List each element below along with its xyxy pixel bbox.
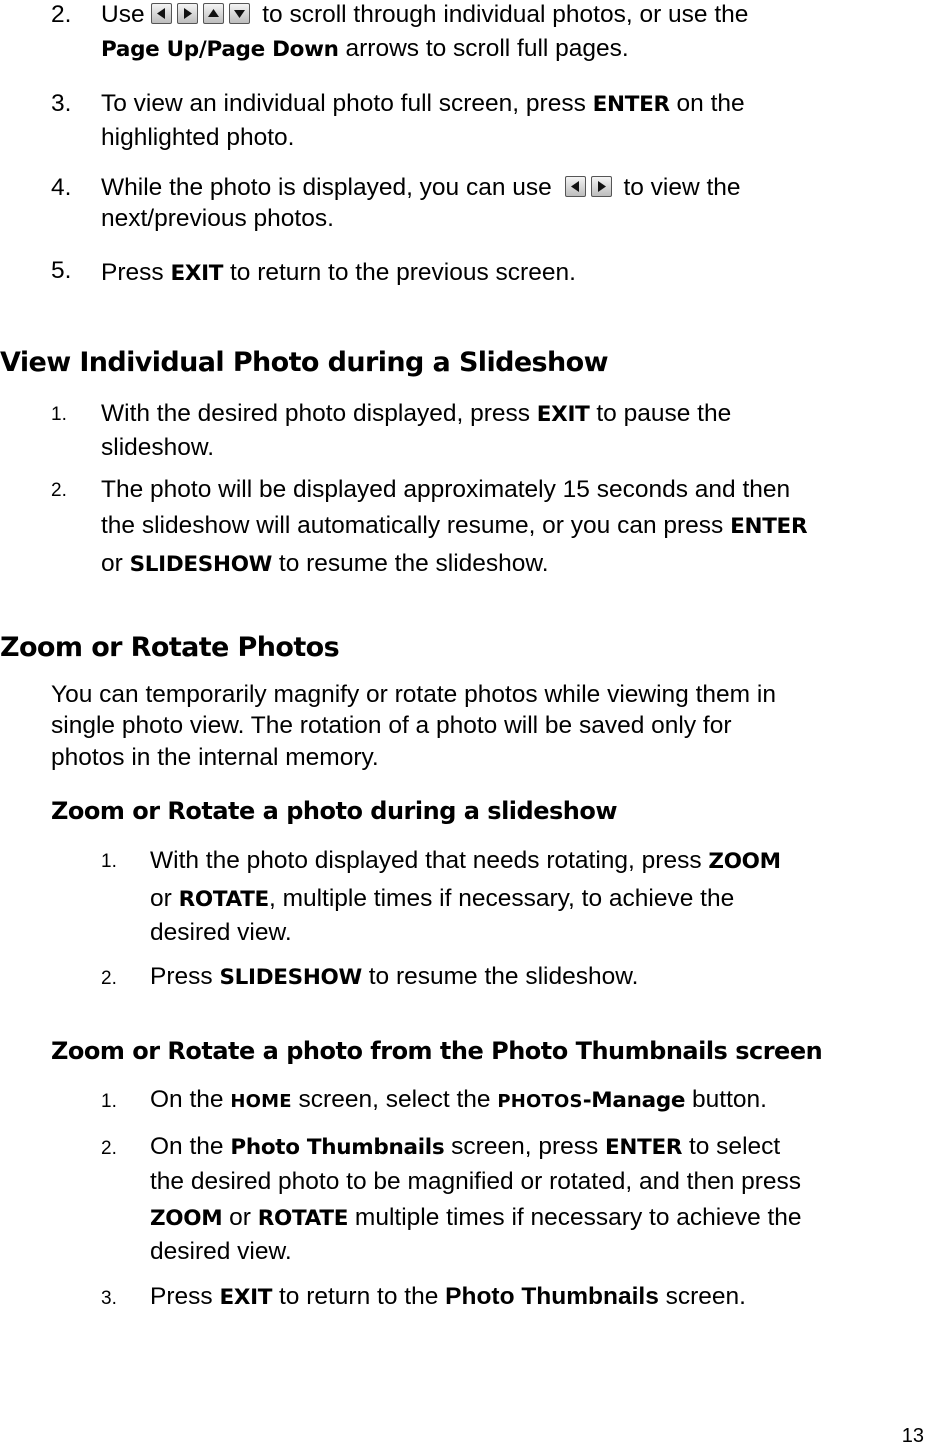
list-number: 1. (51, 404, 67, 425)
list-item-text: Page Up/Page Down arrows to scroll full pages. (101, 35, 629, 62)
keyword: SLIDESHOW (129, 552, 273, 577)
section-heading: View Individual Photo during a Slideshow (0, 347, 608, 378)
list-item-text: ZOOM or ROTATE multiple times if necessary to achieve the (150, 1204, 802, 1231)
arrow-right-icon (177, 3, 198, 24)
list-item-text: With the desired photo displayed, press EXIT to pause the (101, 400, 732, 427)
list-item-text: or SLIDESHOW to resume the slideshow. (101, 550, 549, 577)
list-item-text: With the photo displayed that needs rotating, press ZOOM (150, 847, 781, 874)
list-number: 2. (51, 480, 67, 501)
keyword: Photo Thumbnails (445, 1283, 659, 1310)
keyword: ENTER (592, 92, 670, 117)
keyword: ROTATE (178, 887, 269, 912)
list-item-text: the desired photo to be magnified or rotated, and then press (150, 1168, 802, 1195)
list-number: 1. (101, 851, 117, 872)
list-item-text: or ROTATE, multiple times if necessary, to achieve the (150, 885, 735, 912)
keyword: Page Up/Page Down (101, 37, 339, 62)
keyword: ZOOM (150, 1206, 223, 1231)
list-item-text: slideshow. (101, 434, 215, 461)
keyword: ENTER (730, 514, 808, 539)
list-item-text: To view an individual photo full screen, press ENTER on the (101, 90, 745, 117)
arrow-left-icon (151, 3, 172, 24)
subsection-heading: Zoom or Rotate a photo during a slideshow (51, 797, 618, 825)
list-number: 2. (101, 968, 117, 989)
list-item-text: The photo will be displayed approximately 15 seconds and then (101, 476, 791, 503)
keyword: EXIT (219, 1285, 273, 1310)
arrow-right-icon (591, 176, 612, 197)
list-item-text: While the photo is displayed, you can use to view the (101, 174, 741, 201)
section-heading: Zoom or Rotate Photos (0, 632, 340, 663)
paragraph-line: You can temporarily magnify or rotate photos while viewing them in (51, 681, 776, 708)
keyword: SLIDESHOW (219, 965, 362, 990)
list-number: 5. (51, 257, 72, 284)
keyword: ZOOM (708, 849, 781, 874)
list-item-text: Press SLIDESHOW to resume the slideshow. (150, 963, 639, 990)
keyword: Photo Thumbnails (230, 1135, 445, 1160)
keyword: EXIT (536, 402, 590, 427)
page-number: 13 (901, 1425, 924, 1447)
list-item-text: desired view. (150, 1238, 292, 1265)
list-number: 3. (51, 90, 72, 117)
subsection-heading: Zoom or Rotate a photo from the Photo Thumbnails screen (51, 1037, 823, 1065)
keyword: -Manage (582, 1088, 686, 1113)
list-item-text: Press EXIT to return to the previous screen. (101, 259, 576, 286)
list-number: 4. (51, 174, 72, 201)
keyword: ROTATE (257, 1206, 349, 1231)
list-item-text: Use to scroll through individual photos, or use the (101, 1, 749, 28)
list-number: 3. (101, 1288, 117, 1309)
list-item-text: On the Photo Thumbnails screen, press ENTER to select (150, 1133, 781, 1160)
arrow-down-icon (229, 3, 250, 24)
list-item-text: the slideshow will automatically resume, or you can press ENTER (101, 512, 808, 539)
list-item-text: Press EXIT to return to the Photo Thumbnails screen. (150, 1283, 746, 1310)
list-item-text: desired view. (150, 919, 292, 946)
list-item-text: highlighted photo. (101, 124, 295, 151)
keyword: HOME (230, 1091, 292, 1112)
keyword: EXIT (170, 261, 224, 286)
arrow-up-icon (203, 3, 224, 24)
list-number: 1. (101, 1091, 117, 1112)
keyword: PHOTOS (497, 1091, 583, 1112)
list-number: 2. (51, 1, 72, 28)
keyword: ENTER (605, 1135, 683, 1160)
arrow-left-icon (565, 176, 586, 197)
paragraph-line: single photo view. The rotation of a photo will be saved only for (51, 712, 732, 739)
list-number: 2. (101, 1138, 117, 1159)
list-item-text: On the HOME screen, select the PHOTOS-Manage button. (150, 1086, 767, 1113)
paragraph-line: photos in the internal memory. (51, 744, 379, 771)
list-item-text: next/previous photos. (101, 205, 334, 232)
